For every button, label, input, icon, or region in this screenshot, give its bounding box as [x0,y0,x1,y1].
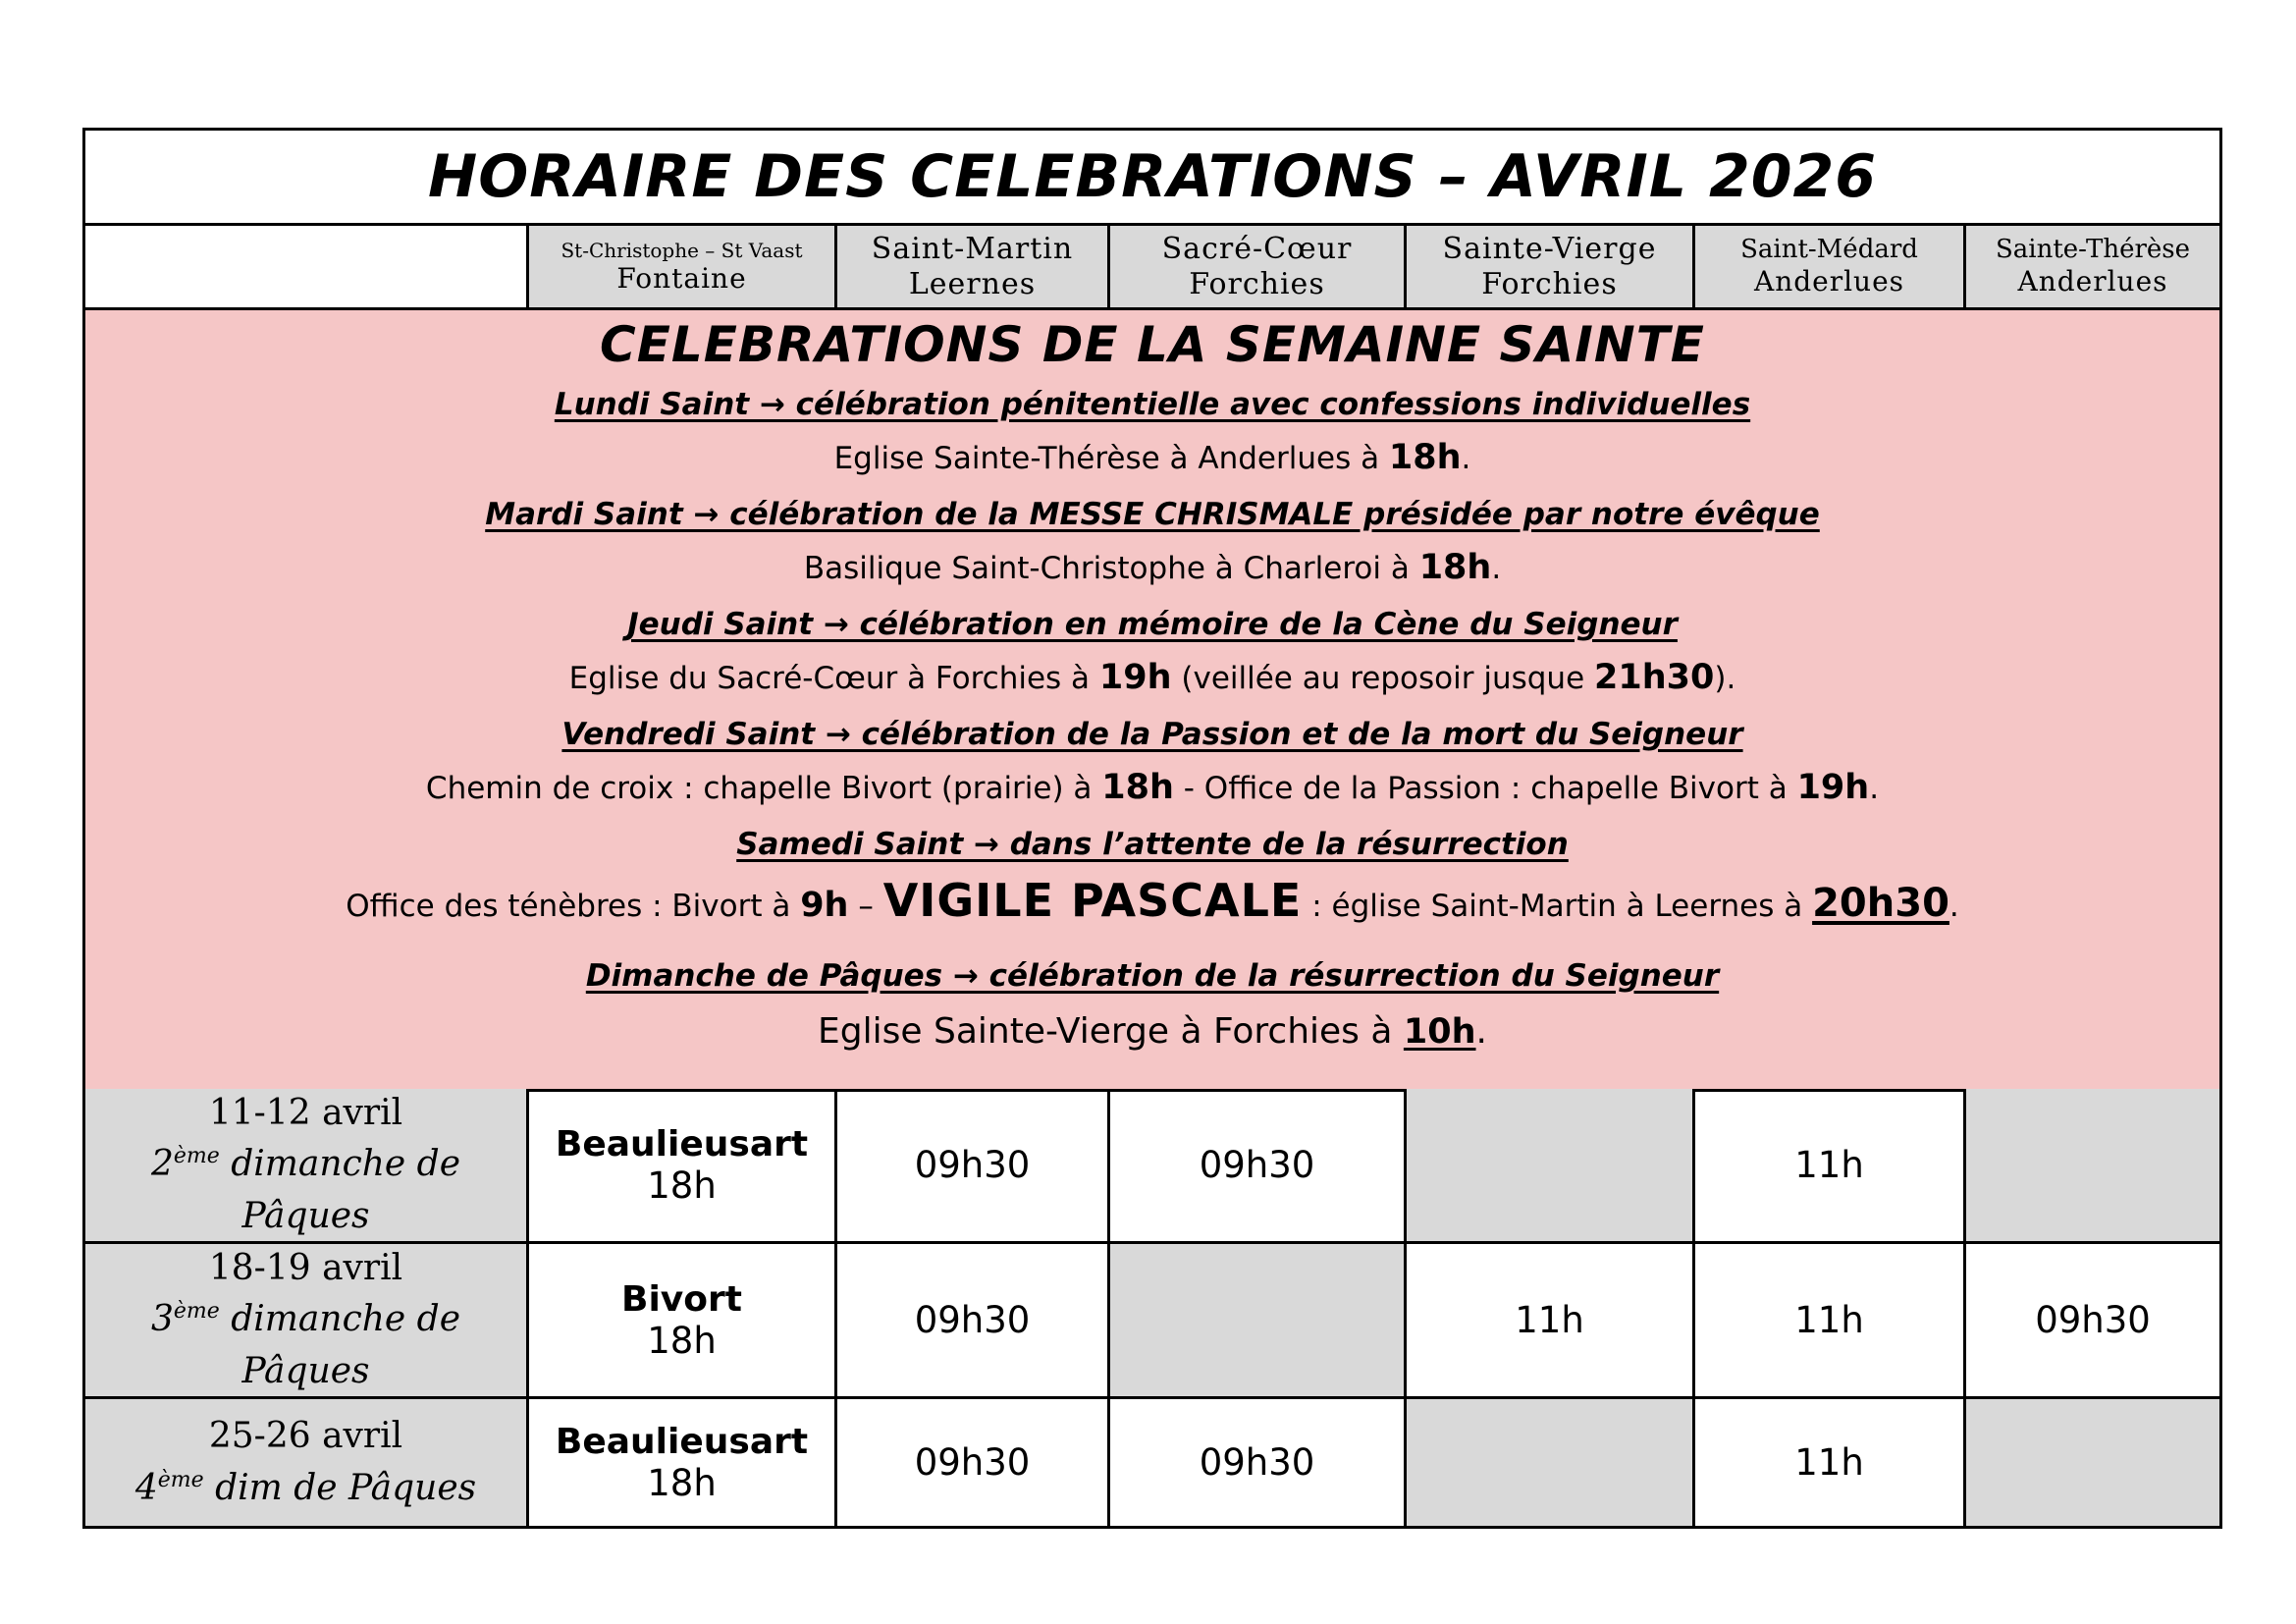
lundi-detail: Eglise Sainte-Thérèse à Anderlues à 18h. [833,438,1471,477]
time-cell: 09h30 [1110,1399,1407,1526]
jeudi-detail: Eglise du Sacré-Cœur à Forchies à 19h (veillée au reposoir jusque 21h30). [568,658,1736,697]
mardi-detail: Basilique Saint-Christophe à Charleroi à 18h. [803,548,1502,587]
header-town: Forchies [1189,266,1325,301]
header-sacre-coeur [1110,226,1407,310]
time-cell [1407,1399,1695,1526]
date-cell: 25-26 avril 4ème dim de Pâques [85,1399,529,1526]
dimanche-heading: Dimanche de Pâques → célébration de la résurrection du Seigneur [585,958,1720,994]
samedi-detail: Office des ténèbres : Bivort à 9h – VIGILE PASCALE : église Saint-Martin à Leernes à 20h30. [346,874,1959,927]
dimanche-detail: Eglise Sainte-Vierge à Forchies à 10h. [818,1011,1487,1052]
holy-week-title: CELEBRATIONS DE LA SEMAINE SAINTE [600,316,1705,373]
time-cell: 09h30 [837,1399,1110,1526]
time-cell: 11h [1695,1399,1966,1526]
header-church: Sainte-Thérèse [1995,235,2191,265]
header-church: St-Christophe – St Vaast [561,238,803,262]
header-town: Forchies [1481,266,1618,301]
title-row [85,131,2219,226]
header-town: Anderlues [1753,265,1905,298]
lundi-heading: Lundi Saint → célébration pénitentielle avec confessions individuelles [554,387,1751,422]
header-church: Saint-Médard [1740,235,1918,265]
vendredi-heading: Vendredi Saint → célébration de la Passion et de la mort du Seigneur [561,717,1743,752]
time-cell: 09h30 [837,1244,1110,1399]
time-cell [1407,1089,1695,1244]
vendredi-detail: Chemin de croix : chapelle Bivort (prairie) à 18h - Office de la Passion : chapelle Bivort à 19h. [425,768,1880,807]
holy-week-section [85,310,2219,1092]
fontaine-cell: Beaulieusart 18h [529,1089,837,1244]
header-sainte-vierge [1407,226,1695,310]
time-cell [1966,1089,2219,1244]
fontaine-cell: Bivort 18h [529,1244,837,1399]
header-blank-cell [85,226,529,310]
time-cell: 09h30 [1110,1089,1407,1244]
date-cell: 18-19 avril 3ème dimanche de Pâques [85,1244,529,1399]
header-leernes [837,226,1110,310]
time-cell: 09h30 [837,1089,1110,1244]
time-cell: 11h [1695,1089,1966,1244]
fontaine-cell: Beaulieusart 18h [529,1399,837,1526]
date-cell: 11-12 avril 2ème dimanche de Pâques [85,1089,529,1244]
time-cell: 11h [1407,1244,1695,1399]
header-church: Sainte-Vierge [1442,231,1657,266]
page-title: HORAIRE DES CELEBRATIONS – AVRIL 2026 [428,142,1877,211]
time-cell: 09h30 [1966,1244,2219,1399]
header-fontaine [529,226,837,310]
header-church: Sacré-Cœur [1161,231,1353,266]
schedule-table [82,128,2222,1529]
time-cell [1966,1399,2219,1526]
header-town: Anderlues [2017,265,2168,298]
header-town: Fontaine [616,261,747,295]
jeudi-heading: Jeudi Saint → célébration en mémoire de la Cène du Seigneur [627,607,1678,642]
mardi-heading: Mardi Saint → célébration de la MESSE CHRISMALE présidée par notre évêque [485,497,1820,532]
header-town: Leernes [908,266,1037,301]
header-saint-medard [1695,226,1966,310]
samedi-heading: Samedi Saint → dans l’attente de la résurrection [736,827,1569,862]
vigil-label: VIGILE PASCALE [882,874,1303,927]
time-cell: 11h [1695,1244,1966,1399]
header-church: Saint-Martin [871,231,1074,266]
header-sainte-therese [1966,226,2219,310]
time-cell [1110,1244,1407,1399]
